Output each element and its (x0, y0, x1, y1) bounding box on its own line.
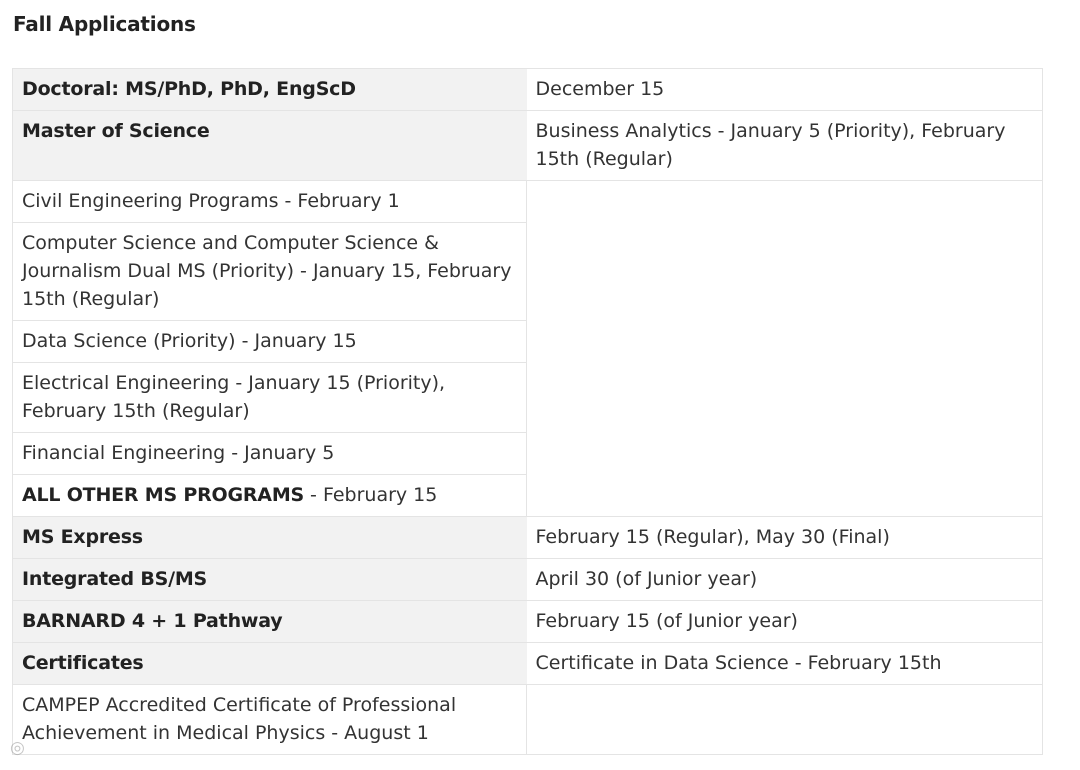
row-value: February 15 (Regular), May 30 (Final) (527, 517, 1043, 559)
ms-program-item: Financial Engineering - January 5 (13, 433, 527, 475)
table-row-ms-program (13, 181, 1043, 223)
ms-program-item: Computer Science and Computer Science & Journalism Dual MS (Priority) - January 15, February 15th (Regular) (13, 223, 527, 321)
table-row-certificates (13, 643, 1043, 685)
campep-item: CAMPEP Accredited Certificate of Professional Achievement in Medical Physics - August 1 (13, 685, 527, 755)
row-label: Doctoral: MS/PhD, PhD, EngScD (13, 69, 527, 111)
deadlines-table (12, 68, 1043, 755)
table-row-campep (13, 685, 1043, 755)
row-value: February 15 (of Junior year) (527, 601, 1043, 643)
ms-program-item: Civil Engineering Programs - February 1 (13, 181, 527, 223)
table-row-doctoral (13, 69, 1043, 111)
row-value: Business Analytics - January 5 (Priority), February 15th (Regular) (527, 111, 1043, 181)
all-other-label: ALL OTHER MS PROGRAMS (22, 484, 305, 506)
table-row-integrated (13, 559, 1043, 601)
row-value: Certificate in Data Science - February 15th (527, 643, 1043, 685)
row-value: December 15 (527, 69, 1043, 111)
table-row-barnard (13, 601, 1043, 643)
watermark-icon: ◎ (10, 738, 25, 758)
table-row-master (13, 111, 1043, 181)
all-other-ms-item (13, 475, 527, 517)
ms-program-item: Data Science (Priority) - January 15 (13, 321, 527, 363)
row-label: Certificates (13, 643, 527, 685)
row-value: April 30 (of Junior year) (527, 559, 1043, 601)
blank-cell (527, 685, 1043, 755)
all-other-value: - February 15 (304, 484, 438, 506)
page-title: Fall Applications (13, 12, 196, 36)
blank-cell (527, 181, 1043, 517)
table-row-ms-express (13, 517, 1043, 559)
row-label: Integrated BS/MS (13, 559, 527, 601)
row-label: MS Express (13, 517, 527, 559)
row-label: Master of Science (13, 111, 527, 181)
row-label: BARNARD 4 + 1 Pathway (13, 601, 527, 643)
ms-program-item: Electrical Engineering - January 15 (Priority), February 15th (Regular) (13, 363, 527, 433)
